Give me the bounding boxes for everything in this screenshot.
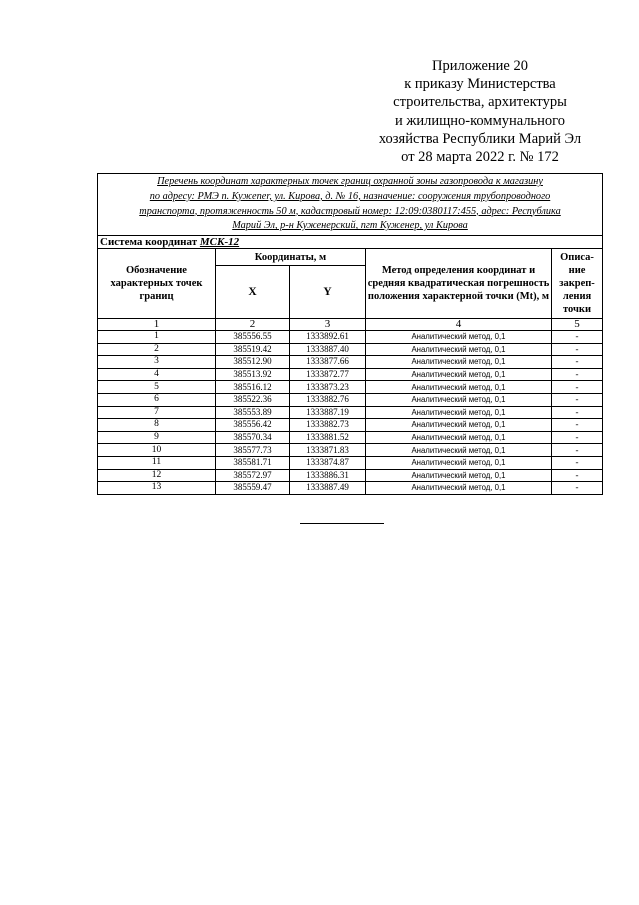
appendix-line: строительства, архитектуры <box>393 94 567 111</box>
point-number-cell: 9 <box>98 431 216 444</box>
column-number: 4 <box>366 319 552 331</box>
coordinate-system-name: МСК-12 <box>199 236 240 248</box>
coord-y-cell: 1333874.87 <box>290 456 366 469</box>
table-row <box>98 482 603 495</box>
table-row <box>98 393 603 406</box>
appendix-line: от 28 марта 2022 г. № 172 <box>401 149 559 166</box>
method-cell: Аналитический метод, 0,1 <box>366 456 552 469</box>
table-row <box>98 406 603 419</box>
coordinates-table <box>97 173 603 495</box>
coord-y-cell: 1333887.19 <box>290 406 366 419</box>
coord-y-cell: 1333892.61 <box>290 331 366 344</box>
point-number-cell: 1 <box>98 331 216 344</box>
table-row <box>98 368 603 381</box>
table-row <box>98 431 603 444</box>
description-cell: - <box>552 393 603 406</box>
point-number-cell: 12 <box>98 469 216 482</box>
coord-y-cell: 1333872.77 <box>290 368 366 381</box>
point-number-cell: 11 <box>98 456 216 469</box>
description-cell: - <box>552 343 603 356</box>
appendix-header <box>370 57 590 166</box>
coord-x-cell: 385556.55 <box>216 331 290 344</box>
point-number-cell: 7 <box>98 406 216 419</box>
table-row <box>98 331 603 344</box>
coordinate-system-label: Система координат <box>100 236 198 248</box>
method-cell: Аналитический метод, 0,1 <box>366 368 552 381</box>
header-coords: Координаты, м <box>216 249 366 266</box>
method-cell: Аналитический метод, 0,1 <box>366 482 552 495</box>
description-cell: - <box>552 406 603 419</box>
point-number-cell: 3 <box>98 356 216 369</box>
coord-y-cell: 1333871.83 <box>290 444 366 457</box>
table-row <box>98 456 603 469</box>
coord-y-cell: 1333881.52 <box>290 431 366 444</box>
coord-x-cell: 385570.34 <box>216 431 290 444</box>
coord-x-cell: 385519.42 <box>216 343 290 356</box>
coord-y-cell: 1333887.40 <box>290 343 366 356</box>
coord-x-cell: 385559.47 <box>216 482 290 495</box>
coord-x-cell: 385581.71 <box>216 456 290 469</box>
coordinate-system <box>98 236 603 249</box>
method-cell: Аналитический метод, 0,1 <box>366 431 552 444</box>
description-cell: - <box>552 368 603 381</box>
description-cell: - <box>552 419 603 432</box>
header-x: X <box>216 266 290 319</box>
caption-line: Марий Эл, р-н Куженерский, пгт Куженер, ул Кирова <box>232 220 468 232</box>
method-cell: Аналитический метод, 0,1 <box>366 419 552 432</box>
appendix-line: к приказу Министерства <box>404 76 556 93</box>
table-row <box>98 419 603 432</box>
description-cell: - <box>552 482 603 495</box>
method-cell: Аналитический метод, 0,1 <box>366 393 552 406</box>
point-number-cell: 2 <box>98 343 216 356</box>
caption-line: по адресу: РМЭ п. Кужener, ул. Кирова, д. № 16, назначение: сооружения трубопроводного <box>149 190 551 202</box>
coord-x-cell: 385512.90 <box>216 356 290 369</box>
description-cell: - <box>552 469 603 482</box>
coord-x-cell: 385513.92 <box>216 368 290 381</box>
coord-x-cell: 385556.42 <box>216 419 290 432</box>
method-cell: Аналитический метод, 0,1 <box>366 469 552 482</box>
coord-y-cell: 1333882.76 <box>290 393 366 406</box>
coord-x-cell: 385522.36 <box>216 393 290 406</box>
header-point: Обозначение характерных точек границ <box>98 249 216 319</box>
table-row <box>98 444 603 457</box>
method-cell: Аналитический метод, 0,1 <box>366 406 552 419</box>
header-method: Метод определения координат и средняя квадратическая погрешность положения характерной точки (Mt), м <box>366 249 552 319</box>
description-cell: - <box>552 456 603 469</box>
coord-y-cell: 1333877.66 <box>290 356 366 369</box>
description-cell: - <box>552 356 603 369</box>
method-cell: Аналитический метод, 0,1 <box>366 356 552 369</box>
description-cell: - <box>552 331 603 344</box>
description-cell: - <box>552 381 603 394</box>
table-caption <box>98 174 603 236</box>
table-row <box>98 469 603 482</box>
coord-y-cell: 1333873.23 <box>290 381 366 394</box>
header-y: Y <box>290 266 366 319</box>
appendix-line: хозяйства Республики Марий Эл <box>378 130 582 147</box>
method-cell: Аналитический метод, 0,1 <box>366 331 552 344</box>
point-number-cell: 4 <box>98 368 216 381</box>
point-number-cell: 6 <box>98 393 216 406</box>
method-cell: Аналитический метод, 0,1 <box>366 381 552 394</box>
coord-x-cell: 385572.97 <box>216 469 290 482</box>
coord-y-cell: 1333887.49 <box>290 482 366 495</box>
coord-x-cell: 385553.89 <box>216 406 290 419</box>
description-cell: - <box>552 444 603 457</box>
point-number-cell: 10 <box>98 444 216 457</box>
method-cell: Аналитический метод, 0,1 <box>366 343 552 356</box>
coord-y-cell: 1333882.73 <box>290 419 366 432</box>
column-number: 3 <box>290 319 366 331</box>
description-cell: - <box>552 431 603 444</box>
coord-x-cell: 385516.12 <box>216 381 290 394</box>
table-row <box>98 343 603 356</box>
column-number: 2 <box>216 319 290 331</box>
caption-line: транспорта, протяженность 50 м, кадастровый номер: 12:09:0380117:455, адрес: Республика <box>139 205 561 217</box>
divider-line <box>300 523 384 524</box>
point-number-cell: 13 <box>98 482 216 495</box>
appendix-line: Приложение 20 <box>432 58 528 74</box>
caption-line: Перечень координат характерных точек границ охранной зоны газопровода к магазину <box>157 176 543 188</box>
point-number-cell: 5 <box>98 381 216 394</box>
column-number: 5 <box>552 319 603 331</box>
table-row <box>98 356 603 369</box>
coord-y-cell: 1333886.31 <box>290 469 366 482</box>
header-desc: Описа-ние закреп-ления точки <box>552 249 603 319</box>
method-cell: Аналитический метод, 0,1 <box>366 444 552 457</box>
coord-x-cell: 385577.73 <box>216 444 290 457</box>
appendix-line: и жилищно-коммунального <box>394 112 566 129</box>
column-number: 1 <box>98 319 216 331</box>
point-number-cell: 8 <box>98 419 216 432</box>
table-row <box>98 381 603 394</box>
